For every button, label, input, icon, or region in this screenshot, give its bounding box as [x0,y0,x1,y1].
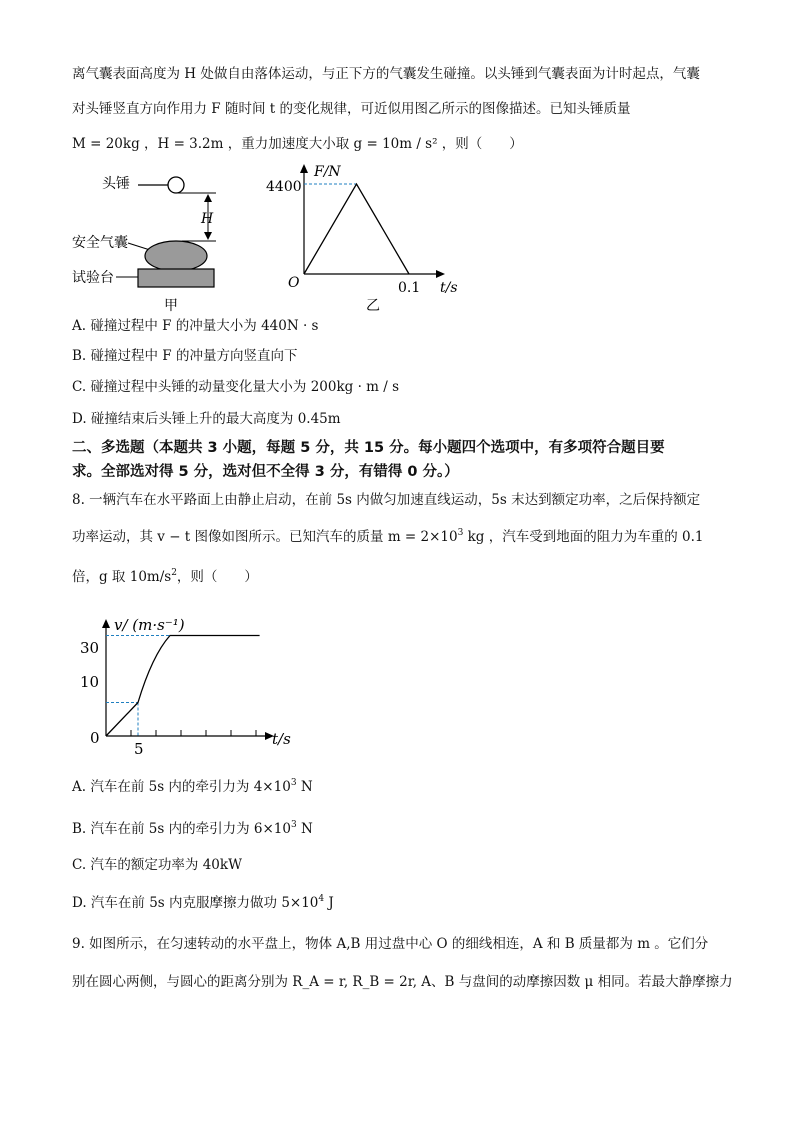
vt-series-line [106,636,260,737]
vt-y-tick-10: 10 [80,673,100,691]
q7-option-a[interactable]: A. 碰撞过程中 F 的冲量大小为 440N · s [72,318,319,334]
airbag [145,241,207,271]
force-series-line [304,184,409,274]
caption-yi: 乙 [366,298,380,314]
q8-option-b-sup: 3 [290,820,297,830]
q8-vt-chart [70,610,310,762]
section-2-heading-line-1: 二、多选题（本题共 3 小题，每题 5 分，共 15 分。每小题四个选项中，有多项符合题目要 [72,440,665,456]
q7-option-b[interactable]: B. 碰撞过程中 F 的冲量方向竖直向下 [72,348,298,364]
q8-option-a-text: A. 汽车在前 5s 内的牵引力为 4×10 [72,779,291,795]
q8-line-2 [72,527,704,547]
q8-option-a[interactable] [72,777,313,797]
q8-option-b-unit: N [296,821,313,837]
height-arrow-up [204,194,212,202]
q7-line-2: 对头锤竖直方向作用力 F 随时间 t 的变化规律，可近似用图乙所示的图像描述。已知头锤质量 [72,101,631,117]
q8-option-b-text: B. 汽车在前 5s 内的牵引力为 6×10 [72,821,291,837]
q8-option-c[interactable]: C. 汽车的额定功率为 40kW [72,857,242,873]
q8-line-2-sup: 3 [457,528,464,538]
y-axis-label: F/N [314,164,341,180]
q8-line-1: 8. 一辆汽车在水平路面上由静止启动，在前 5s 内做匀加速直线运动，5s 末达到额定功率，之后保持额定 [72,492,701,508]
q8-option-d-sup: 4 [318,894,325,904]
origin-label: O [288,275,300,291]
q8-option-a-unit: N [296,779,313,795]
label-test-table: 试验台 [72,270,114,286]
vt-y-axis-arrow [102,619,110,628]
vt-y-tick-30: 30 [80,639,100,657]
x-tick-label: 0.1 [398,280,421,296]
q8-line-2-a: 功率运动，其 v − t 图像如图所示。已知汽车的质量 m = 2×10 [72,529,458,545]
caption-jia: 甲 [164,298,178,314]
q8-line-3-sup: 2 [171,568,177,578]
label-H: H [201,211,214,227]
q8-line-2-b: kg ，汽车受到地面的阻力为车重的 0.1 [463,529,704,545]
q8-line-3-b: ，则（ ） [176,569,258,585]
q8-option-d-text: D. 汽车在前 5s 内克服摩擦力做功 5×10 [72,895,319,911]
vt-x-tick-marks [131,730,256,736]
figure-jia [70,166,230,316]
figure-yi-chart [258,160,468,316]
q9-line-2: 别在圆心两侧，与圆心的距离分别为 R_A = r, R_B = 2r, A、B 与盘间的动摩擦因数 μ 相同。若最大静摩擦力 [72,974,733,990]
q8-option-d-unit: J [324,895,334,911]
q8-option-b[interactable] [72,819,313,839]
vt-y-axis-label: v/ (m·s⁻¹) [114,616,185,634]
vt-x-tick-5: 5 [134,740,144,758]
label-airbag: 安全气囊 [72,235,128,251]
airbag-leader [128,243,150,250]
test-table [138,269,214,287]
label-head-hammer: 头锤 [102,176,130,192]
section-2-heading-line-2: 求。全部选对得 5 分，选对但不全得 3 分，有错得 0 分。） [72,464,459,480]
q9-line-1: 9. 如图所示，在匀速转动的水平盘上，物体 A,B 用过盘中心 O 的细线相连，A 和 B 质量都为 m 。它们分 [72,936,709,952]
q7-line-1: 离气囊表面高度为 H 处做自由落体运动，与正下方的气囊发生碰撞。以头锤到气囊表面为计时起点，气囊 [72,66,700,82]
q8-line-3-a: 倍，g 取 10m/s [72,569,172,585]
vt-x-axis-label: t/s [272,730,291,748]
height-arrow-down [204,232,212,240]
y-axis-arrow [300,164,308,173]
q8-option-d[interactable] [72,893,334,913]
q8-option-a-sup: 3 [290,778,297,788]
q7-option-d[interactable]: D. 碰撞结束后头锤上升的最大高度为 0.45m [72,411,341,427]
x-axis-arrow [436,270,445,278]
q7-option-c[interactable]: C. 碰撞过程中头锤的动量变化量大小为 200kg · m / s [72,379,400,395]
y-tick-label: 4400 [266,179,302,195]
q8-line-3 [72,567,258,587]
q7-line-3: M = 20kg ，H = 3.2m ，重力加速度大小取 g = 10m / s² ，则（ ） [72,136,523,152]
hammer-head [168,177,184,193]
vt-origin-label: 0 [90,729,100,747]
x-axis-label: t/s [440,280,458,296]
